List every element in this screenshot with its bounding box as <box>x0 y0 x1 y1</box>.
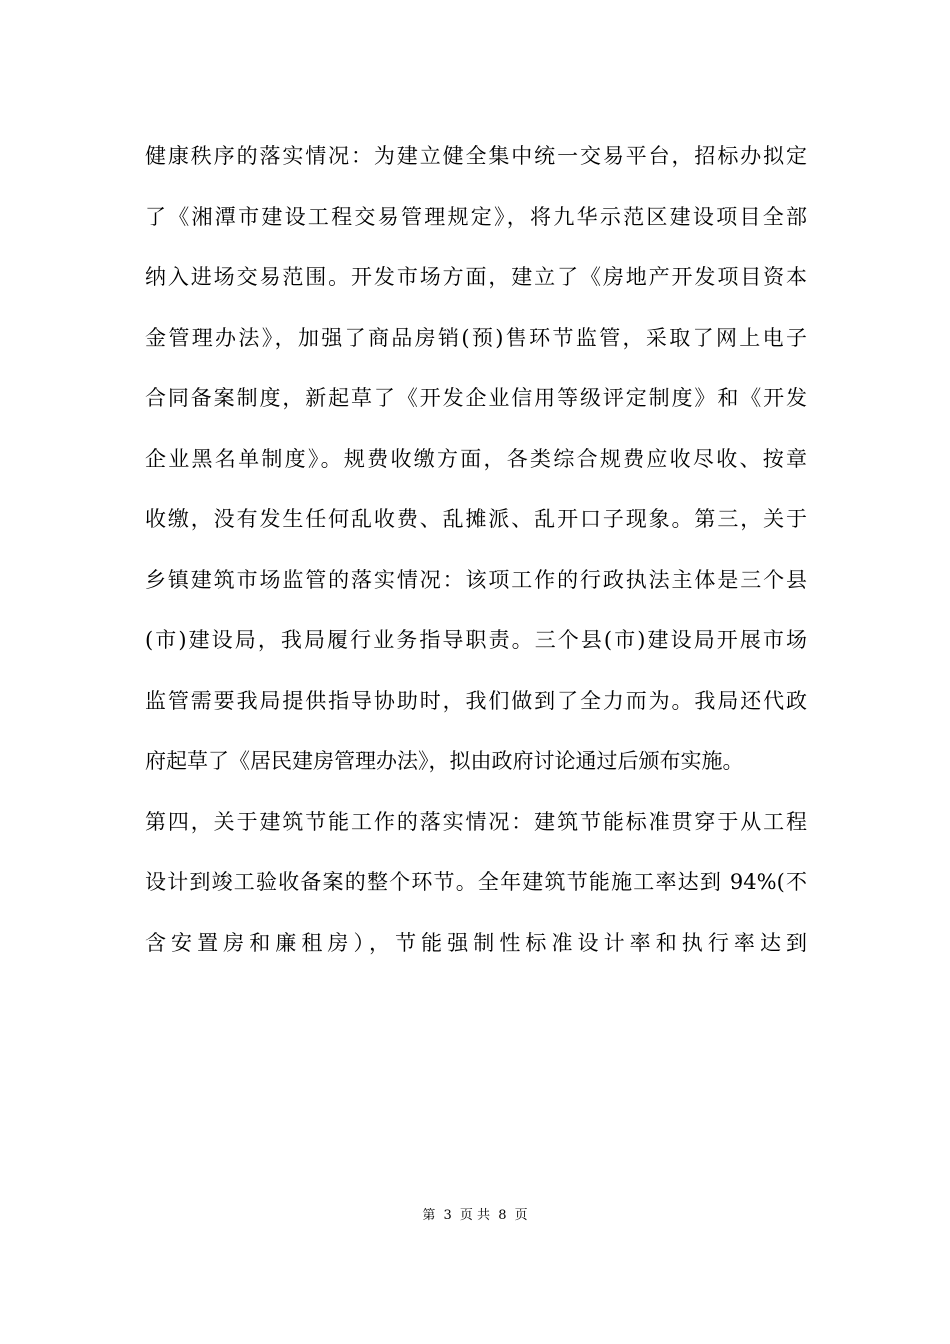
text-line-10: 监管需要我局提供指导协助时，我们做到了全力而为。我局还代政 <box>145 688 807 713</box>
text-line-13: 设计到竣工验收备案的整个环节。全年建筑节能施工率达到 94%(不 <box>145 870 807 894</box>
text-line-8: 乡镇建筑市场监管的落实情况：该项工作的行政执法主体是三个县 <box>145 567 807 592</box>
text-line-5: 合同备案制度，新起草了《开发企业信用等级评定制度》和《开发 <box>145 386 807 410</box>
text-line-12: 第四，关于建筑节能工作的落实情况：建筑节能标准贯穿于从工程 <box>145 809 807 834</box>
text-line-9: (市)建设局，我局履行业务指导职责。三个县(市)建设局开展市场 <box>145 628 807 652</box>
text-line-6: 企业黑名单制度》。规费收缴方面，各类综合规费应收尽收、按章 <box>145 446 807 471</box>
text-line-14: 含安置房和廉租房），节能强制性标准设计率和执行率达到 <box>145 930 807 955</box>
body-text <box>145 134 807 981</box>
text-line-2: 了《湘潭市建设工程交易管理规定》，将九华示范区建设项目全部 <box>145 204 807 229</box>
text-line-4: 金管理办法》，加强了商品房销(预)售环节监管，采取了网上电子 <box>145 325 807 350</box>
text-line-3: 纳入进场交易范围。开发市场方面，建立了《房地产开发项目资本 <box>145 265 807 289</box>
footer-total-pages: 8 <box>498 1208 507 1223</box>
footer-suffix: 页 <box>514 1208 528 1223</box>
text-line-7: 收缴，没有发生任何乱收费、乱摊派、乱开口子现象。第三，关于 <box>145 507 807 531</box>
footer-current-page: 3 <box>443 1208 452 1223</box>
footer-middle: 页 共 <box>459 1208 491 1223</box>
page-footer <box>0 1206 950 1226</box>
footer-prefix: 第 <box>422 1208 436 1223</box>
text-line-1: 健康秩序的落实情况：为建立健全集中统一交易平台，招标办拟定 <box>145 144 807 168</box>
text-line-11: 府起草了《居民建房管理办法》，拟由政府讨论通过后颁布实施。 <box>145 749 744 773</box>
